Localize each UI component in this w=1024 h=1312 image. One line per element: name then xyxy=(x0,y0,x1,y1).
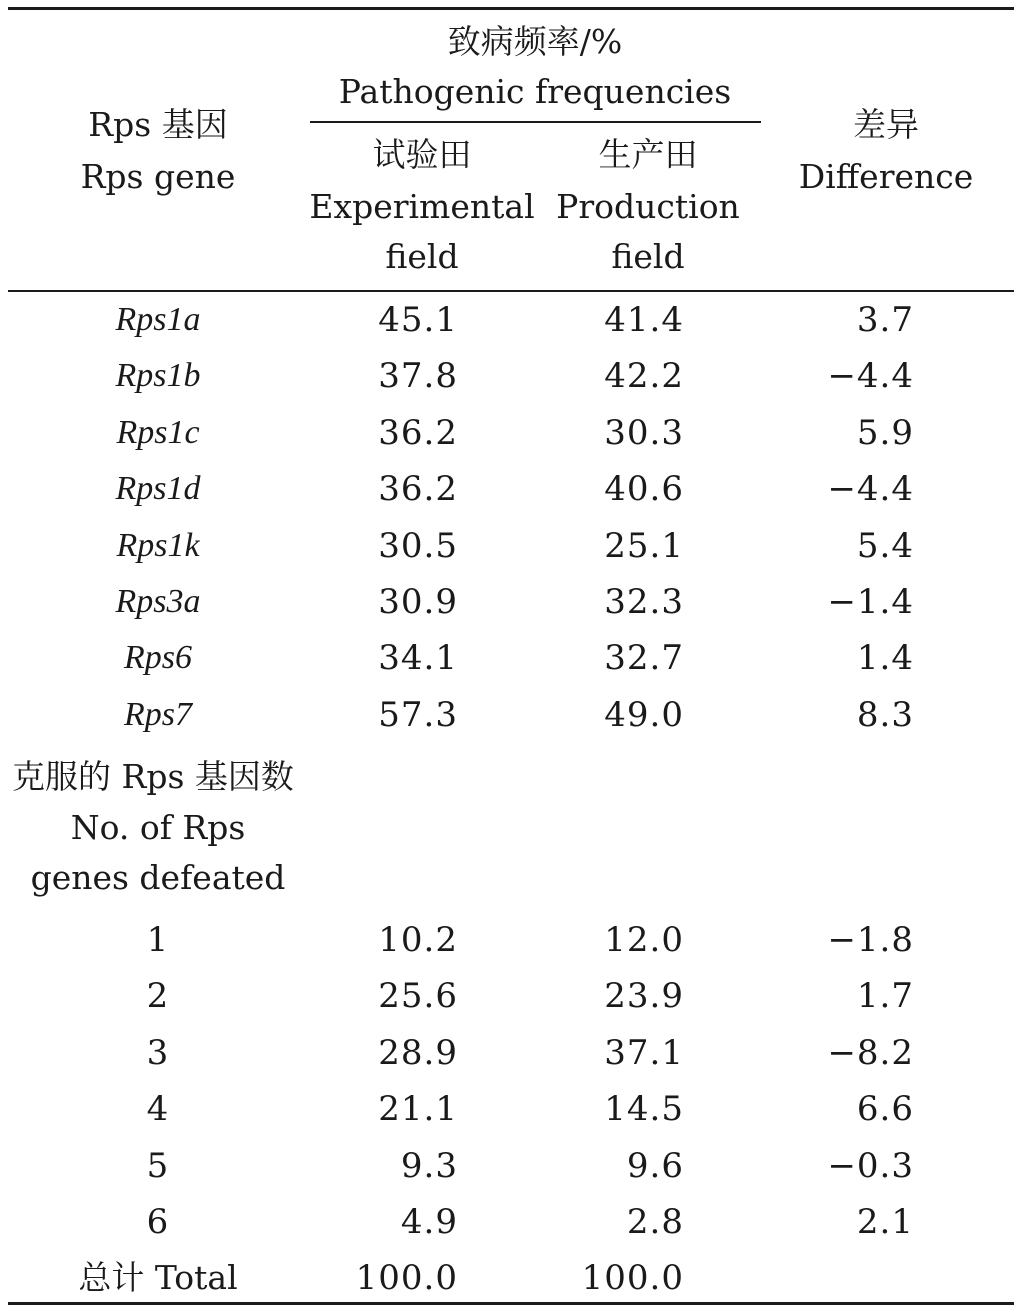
prod-value: 32.3 xyxy=(604,582,684,622)
gene-name: Rps1a xyxy=(115,301,201,338)
exp-header-en-2: field xyxy=(385,237,459,276)
freq-header-cn: 致病频率/% xyxy=(447,22,623,61)
diff-header-cn: 差异 xyxy=(853,105,919,144)
total-label: 总计 Total xyxy=(78,1258,238,1297)
defeated-count: 5 xyxy=(146,1145,170,1186)
exp-value: 30.9 xyxy=(378,582,458,622)
top-rule xyxy=(8,7,1014,10)
diff-value: −1.8 xyxy=(827,920,914,960)
prod-header-cn: 生产田 xyxy=(598,135,698,174)
prod-value: 49.0 xyxy=(604,694,684,735)
prod-value: 37.1 xyxy=(604,1032,684,1073)
gene-name: Rps6 xyxy=(124,639,192,677)
gene-header-cn: Rps 基因 xyxy=(88,105,228,144)
exp-value: 57.3 xyxy=(378,694,458,735)
exp-value: 21.1 xyxy=(378,1089,458,1130)
diff-value: −8.2 xyxy=(827,1032,914,1073)
prod-header-en-2: field xyxy=(611,237,685,276)
prod-value: 9.6 xyxy=(626,1145,684,1186)
diff-header-en: Difference xyxy=(798,157,974,196)
exp-value: 9.3 xyxy=(400,1145,458,1186)
prod-value: 30.3 xyxy=(604,412,684,453)
gene-name: Rps1d xyxy=(115,470,201,508)
prod-value: 14.5 xyxy=(604,1089,684,1130)
defeated-label-en-1: No. of Rps xyxy=(70,808,246,847)
diff-value: 5.9 xyxy=(856,412,914,453)
diff-value: 8.3 xyxy=(856,694,914,735)
diff-value: 2.1 xyxy=(856,1202,914,1242)
defeated-count: 3 xyxy=(146,1032,170,1073)
prod-value: 41.4 xyxy=(604,300,684,340)
header-rule xyxy=(8,290,1014,292)
freq-span-rule xyxy=(310,121,761,123)
exp-value: 10.2 xyxy=(378,920,458,960)
prod-value: 12.0 xyxy=(604,920,684,960)
gene-name: Rps7 xyxy=(124,695,192,733)
prod-header-en-1: Production xyxy=(556,187,740,226)
gene-name: Rps1k xyxy=(116,526,200,564)
diff-value: 3.7 xyxy=(856,300,914,340)
defeated-count: 1 xyxy=(146,920,170,960)
diff-value: 1.4 xyxy=(856,638,914,679)
exp-value: 30.5 xyxy=(378,525,458,566)
total-exp: 100.0 xyxy=(355,1258,458,1298)
diff-value: 6.6 xyxy=(856,1089,914,1130)
gene-name: Rps3a xyxy=(115,583,201,620)
exp-header-en-1: Experimental xyxy=(309,187,535,226)
gene-header-en: Rps gene xyxy=(80,157,236,196)
defeated-count: 6 xyxy=(146,1202,170,1242)
diff-value: 1.7 xyxy=(856,976,914,1017)
gene-name: Rps1b xyxy=(115,357,201,395)
prod-value: 42.2 xyxy=(604,356,684,397)
prod-value: 32.7 xyxy=(604,638,684,679)
exp-value: 36.2 xyxy=(378,412,458,453)
defeated-label-en-2: genes defeated xyxy=(30,858,286,897)
exp-value: 45.1 xyxy=(378,300,458,340)
bottom-rule xyxy=(8,1302,1014,1305)
diff-value: −4.4 xyxy=(827,469,914,510)
defeated-count: 4 xyxy=(146,1089,170,1130)
prod-value: 2.8 xyxy=(626,1202,684,1242)
exp-value: 36.2 xyxy=(378,469,458,510)
exp-value: 37.8 xyxy=(378,356,458,397)
diff-value: 5.4 xyxy=(856,525,914,566)
exp-value: 4.9 xyxy=(400,1202,458,1242)
prod-value: 40.6 xyxy=(604,469,684,510)
exp-value: 25.6 xyxy=(378,976,458,1017)
gene-name: Rps1c xyxy=(116,413,200,451)
exp-value: 34.1 xyxy=(378,638,458,679)
diff-value: −4.4 xyxy=(827,356,914,397)
exp-value: 28.9 xyxy=(378,1032,458,1073)
diff-value: −0.3 xyxy=(827,1145,914,1186)
prod-value: 23.9 xyxy=(604,976,684,1017)
prod-value: 25.1 xyxy=(604,525,684,566)
total-prod: 100.0 xyxy=(581,1258,684,1298)
defeated-count: 2 xyxy=(146,976,170,1017)
defeated-label-cn: 克服的 Rps 基因数 xyxy=(12,757,294,796)
diff-value: −1.4 xyxy=(827,582,914,622)
freq-header-en: Pathogenic frequencies xyxy=(338,72,732,111)
exp-header-cn: 试验田 xyxy=(372,135,472,174)
